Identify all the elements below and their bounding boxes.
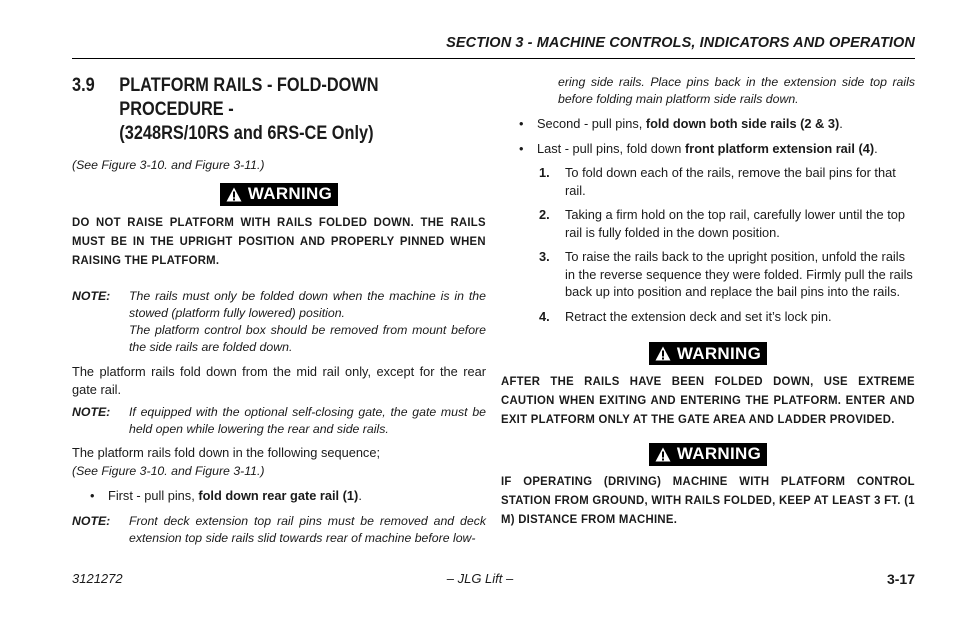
note-label: NOTE: xyxy=(72,513,111,528)
note-1-line-2: The platform control box should be removed from mount before the side rails are folded down. xyxy=(129,323,486,354)
warning-text-2: AFTER THE RAILS HAVE BEEN FOLDED DOWN, USE EXTREME CAUTION WHEN EXITING AND ENTERING THE PLATFORM. ENTER AND EXIT PLATFORM ONLY AT THE GATE AREA AND LADDER PROVIDED. xyxy=(501,373,915,426)
section-header: SECTION 3 - MACHINE CONTROLS, INDICATORS AND OPERATION xyxy=(446,35,915,51)
bullet-icon: • xyxy=(90,488,95,503)
header-divider xyxy=(72,58,915,59)
step-text: To fold down each of the rails, remove the bail pins for that rail. xyxy=(565,165,896,198)
note-text: Front deck extension top rail pins must be removed and deck extension top side rails slid towards rear of machine before low- xyxy=(129,513,486,545)
note-3 xyxy=(72,513,486,547)
step-item xyxy=(501,308,915,326)
step-number: 4. xyxy=(539,308,550,324)
step-item xyxy=(501,206,915,241)
right-column xyxy=(501,74,915,529)
warning-box-2 xyxy=(501,342,915,366)
bullet-item xyxy=(501,140,915,158)
note-text xyxy=(129,288,486,356)
left-column xyxy=(72,74,486,547)
warning-triangle-icon xyxy=(226,187,242,202)
step-text: To raise the rails back to the upright position, unfold the rails in the reverse sequence they were folded. Firmly pull the rails back up into position and replace the bail pins into the rails. xyxy=(565,249,913,299)
note-text: If equipped with the optional self-closing gate, the gate must be held open while lowering the rear and side rails. xyxy=(129,405,486,436)
warning-badge xyxy=(649,342,767,365)
warning-text: DO NOT RAISE PLATFORM WITH RAILS FOLDED DOWN. THE RAILS MUST BE IN THE UPRIGHT POSITION AND PROPERLY PINNED WHEN RAISING THE PLATFORM. xyxy=(72,215,486,267)
bullet-icon: • xyxy=(519,140,524,156)
note-label: NOTE: xyxy=(72,289,111,303)
step-item xyxy=(501,248,915,301)
paragraph-2-text: The platform rails fold down in the following sequence; xyxy=(72,445,381,460)
step-text: Taking a firm hold on the top rail, carefully lower until the top rail is fully folded in the down position. xyxy=(565,207,906,240)
page-number: 3-17 xyxy=(886,571,915,587)
note-1-line-1: The rails must only be folded down when the machine is in the stowed (platform fully lowered) position. xyxy=(129,289,486,320)
bullet-icon: • xyxy=(519,116,524,131)
figure-reference-2: (See Figure 3-10. and Figure 3-11.) xyxy=(72,463,265,478)
figure-reference: (See Figure 3-10. and Figure 3-11.) xyxy=(72,158,265,172)
warning-box xyxy=(72,183,486,207)
section-title-text xyxy=(119,74,485,146)
title-line-2: (3248RS/10RS and 6RS-CE Only) xyxy=(119,123,374,144)
step-number: 2. xyxy=(539,207,550,222)
bullet-text: Last - pull pins, fold down front platform extension rail (4). xyxy=(537,140,878,156)
bullet-item xyxy=(72,487,486,505)
note-3-continued xyxy=(501,74,915,108)
warning-label: WARNING xyxy=(247,184,333,204)
step-number: 3. xyxy=(539,249,550,264)
title-line-1: PLATFORM RAILS - FOLD-DOWN PROCEDURE - xyxy=(119,75,379,120)
note-1 xyxy=(72,288,486,356)
step-number: 1. xyxy=(539,165,550,180)
section-title xyxy=(72,74,485,146)
footer-center: – JLG Lift – xyxy=(446,571,514,586)
section-number: 3.9 xyxy=(72,75,95,96)
warning-triangle-icon xyxy=(655,447,671,462)
paragraph-2 xyxy=(72,444,486,480)
bullet-item xyxy=(501,115,915,133)
warning-badge xyxy=(220,183,338,206)
warning-label: WARNING xyxy=(676,343,762,363)
warning-box-3 xyxy=(501,443,915,467)
bullet-text: Second - pull pins, fold down both side rails (2 & 3). xyxy=(537,116,843,131)
warning-badge xyxy=(649,443,767,466)
note-text: ering side rails. Place pins back in the extension side top rails before folding main platform side rails down. xyxy=(558,75,915,106)
note-label: NOTE: xyxy=(72,405,111,419)
note-2 xyxy=(72,404,486,438)
footer-doc-number: 3121272 xyxy=(72,571,123,586)
warning-triangle-icon xyxy=(655,346,671,361)
warning-label: WARNING xyxy=(676,444,762,464)
bullet-text: First - pull pins, fold down rear gate rail (1). xyxy=(108,488,362,503)
step-text: Retract the extension deck and set it’s lock pin. xyxy=(565,308,832,324)
step-item xyxy=(501,164,915,199)
paragraph-1: The platform rails fold down from the mid rail only, except for the rear gate rail. xyxy=(72,364,486,397)
step-list xyxy=(501,164,915,325)
warning-text-3: IF OPERATING (DRIVING) MACHINE WITH PLATFORM CONTROL STATION FROM GROUND, WITH RAILS FOLDED, KEEP AT LEAST 3 FT. (1 M) DISTANCE FROM MACHINE. xyxy=(501,474,915,526)
